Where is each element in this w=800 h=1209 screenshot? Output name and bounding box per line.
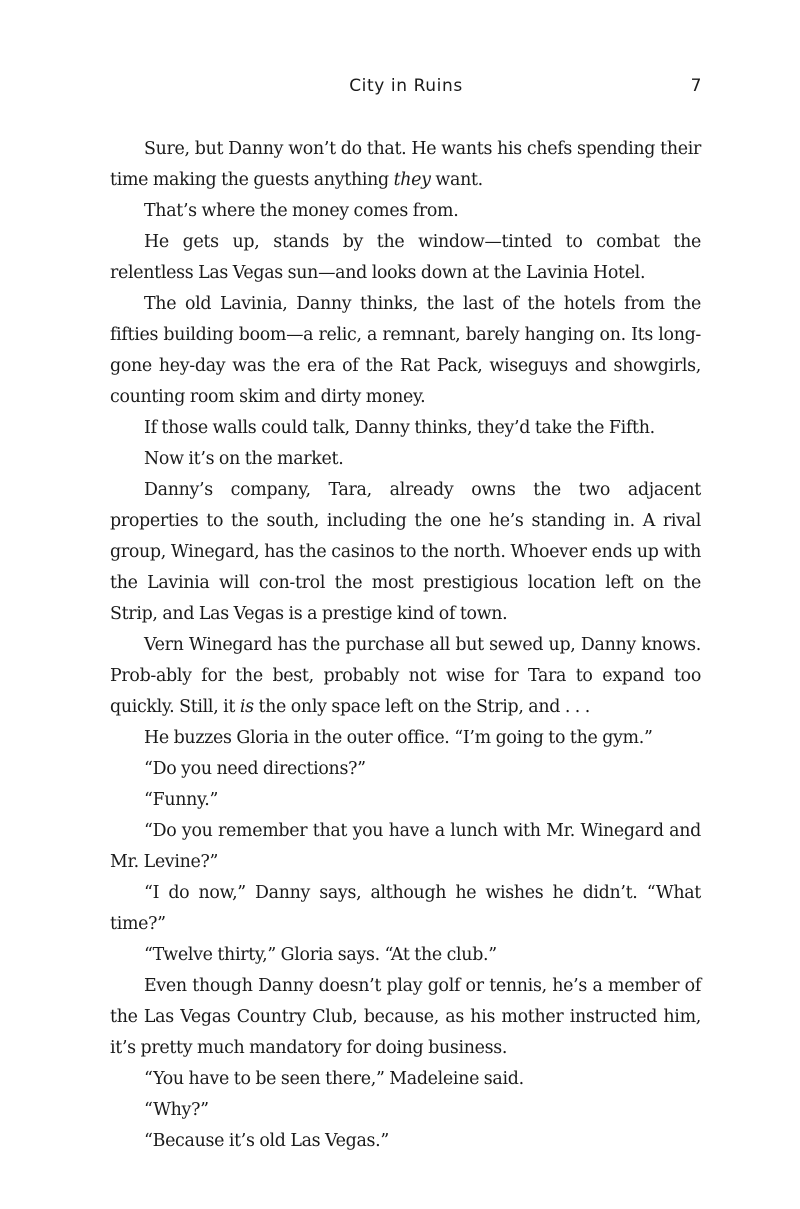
emphasis: they — [393, 170, 431, 190]
body-text — [110, 134, 701, 1157]
paragraph: Vern Winegard has the purchase all but sewed up, Danny knows. Prob-ably for the best, probably not wise for Tara to expand too quickly. Still, it is the only space left on the Strip, and . . . — [110, 635, 701, 717]
paragraph: “Because it’s old Las Vegas.” — [144, 1131, 390, 1151]
paragraph: Now it’s on the market. — [144, 449, 344, 469]
paragraph: He gets up, stands by the window—tinted to combat the relentless Las Vegas sun—and looks down at the Lavinia Hotel. — [110, 232, 701, 283]
paragraph: He buzzes Gloria in the outer office. “I’m going to the gym.” — [144, 728, 653, 748]
paragraph: “You have to be seen there,” Madeleine said. — [144, 1069, 524, 1089]
paragraph: “Do you need directions?” — [144, 759, 366, 779]
emphasis: is — [239, 697, 254, 717]
page-number: 7 — [690, 76, 702, 96]
paragraph: If those walls could talk, Danny thinks, they’d take the Fifth. — [144, 418, 655, 438]
paragraph: “Why?” — [144, 1100, 209, 1120]
paragraph: “I do now,” Danny says, although he wishes he didn’t. “What time?” — [110, 883, 701, 934]
running-head — [110, 76, 702, 100]
paragraph: “Funny.” — [144, 790, 219, 810]
paragraph: Danny’s company, Tara, already owns the two adjacent properties to the south, including the one he’s standing in. A rival group, Winegard, has the casinos to the north. Whoever ends up with the Lavinia will con-trol the most prestigious location left on the Strip, and Las Vegas is a prestige kind of town. — [110, 480, 701, 624]
paragraph: The old Lavinia, Danny thinks, the last of the hotels from the fifties building boom—a relic, a remnant, barely hanging on. Its long-gone hey-day was the era of the Rat Pack, wiseguys and showgirls, counting room skim and dirty money. — [110, 294, 701, 407]
paragraph: “Twelve thirty,” Gloria says. “At the club.” — [144, 945, 497, 965]
paragraph: “Do you remember that you have a lunch with Mr. Winegard and Mr. Levine?” — [110, 821, 701, 872]
paragraph: Sure, but Danny won’t do that. He wants his chefs spending their time making the guests anything they want. — [110, 139, 701, 190]
running-title: City in Ruins — [349, 76, 463, 96]
paragraph: Even though Danny doesn’t play golf or tennis, he’s a member of the Las Vegas Country Club, because, as his mother instructed him, it’s pretty much mandatory for doing business. — [110, 976, 701, 1058]
paragraph: That’s where the money comes from. — [144, 201, 459, 221]
